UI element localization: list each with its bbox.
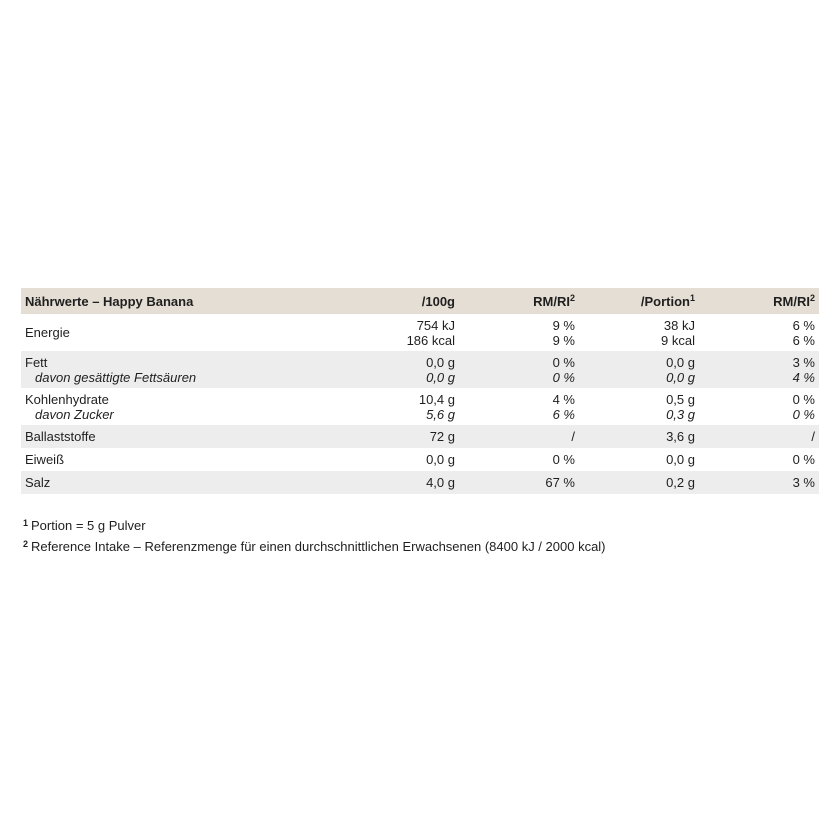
nutrition-table-container: [21, 288, 819, 494]
cell-per-portion: 38 kJ 9 kcal: [661, 317, 695, 348]
footnote-ref: 2: [809, 292, 815, 303]
header-nutrients: Nährwerte – Happy Banana: [25, 293, 194, 309]
row-sublabel: davon Zucker: [35, 406, 114, 422]
cell-rm-ri-portion: 3 %: [792, 475, 815, 490]
footnotes: [23, 514, 606, 556]
table-row-fett: [21, 351, 819, 388]
row-label: Salz: [25, 475, 51, 490]
cell-rm-ri-100g: 67 %: [545, 475, 575, 490]
footnote-1: [23, 514, 606, 535]
table-row-ballaststoffe: [21, 425, 819, 448]
cell-per-portion: 0,5 g 0,3 g: [666, 391, 695, 422]
header-rm-ri-portion: $RM/RI^2$: [773, 292, 815, 309]
cell-per-100g: 4,0 g: [426, 475, 455, 490]
cell-per-portion: 0,0 g 0,0 g: [666, 354, 695, 385]
cell-per-100g: 754 kJ 186 kcal: [406, 317, 455, 348]
cell-rm-ri-100g: /: [571, 429, 575, 444]
table-row-energie: [21, 314, 819, 351]
row-sublabel: davon gesättigte Fettsäuren: [35, 369, 197, 385]
cell-rm-ri-portion: /: [811, 429, 815, 444]
footnote-text: Reference Intake – Referenzmenge für einen durchschnittlichen Erwachsenen (8400 kJ / 2000 kcal): [31, 539, 606, 554]
cell-rm-ri-100g: 4 % 6 %: [552, 391, 575, 422]
table-row-salz: [21, 471, 819, 494]
header-per-portion: /Portion$^1$: [640, 292, 695, 309]
table-header-row: [21, 288, 819, 314]
nutrition-table: [21, 288, 819, 494]
footnote-text: Portion = 5 g Pulver: [31, 518, 146, 533]
cell-rm-ri-100g: 9 % 9 %: [552, 317, 575, 348]
cell-per-portion: 0,2 g: [666, 475, 695, 490]
footnote-2: [23, 535, 606, 556]
cell-per-portion: 0,0 g: [666, 452, 695, 467]
footnote-mark: 1: [23, 518, 29, 528]
table-row-kohlenhydrate: [21, 388, 819, 425]
footnote-mark: 2: [23, 539, 29, 549]
header-per-100g: /100g: [421, 293, 455, 309]
header-rm-ri-100g: $RM/RI^2$: [533, 292, 575, 309]
cell-rm-ri-100g: 0 % 0 %: [552, 354, 575, 385]
cell-per-100g: 0,0 g 0,0 g: [426, 354, 455, 385]
cell-per-100g: 72 g: [429, 429, 455, 444]
row-label: Eiweiß: [25, 452, 65, 467]
cell-rm-ri-portion: 6 % 6 %: [792, 317, 815, 348]
row-label: Kohlenhydrate davon Zucker: [21, 388, 361, 425]
cell-per-100g: 10,4 g 5,6 g: [418, 391, 455, 422]
table-row-eiweiss: [21, 448, 819, 471]
cell-rm-ri-100g: 0 %: [552, 452, 575, 467]
cell-per-portion: 3,6 g: [666, 429, 695, 444]
footnote-ref: 1: [689, 292, 695, 303]
cell-rm-ri-portion: 3 % 4 %: [792, 354, 815, 385]
cell-rm-ri-portion: 0 %: [792, 452, 815, 467]
row-label: Energie: [25, 325, 70, 340]
cell-per-100g: 0,0 g: [426, 452, 455, 467]
row-label: Fett davon gesättigte Fettsäuren: [21, 351, 361, 388]
footnote-ref: 2: [569, 292, 575, 303]
cell-rm-ri-portion: 0 % 0 %: [792, 391, 815, 422]
row-label: Ballaststoffe: [25, 429, 96, 444]
